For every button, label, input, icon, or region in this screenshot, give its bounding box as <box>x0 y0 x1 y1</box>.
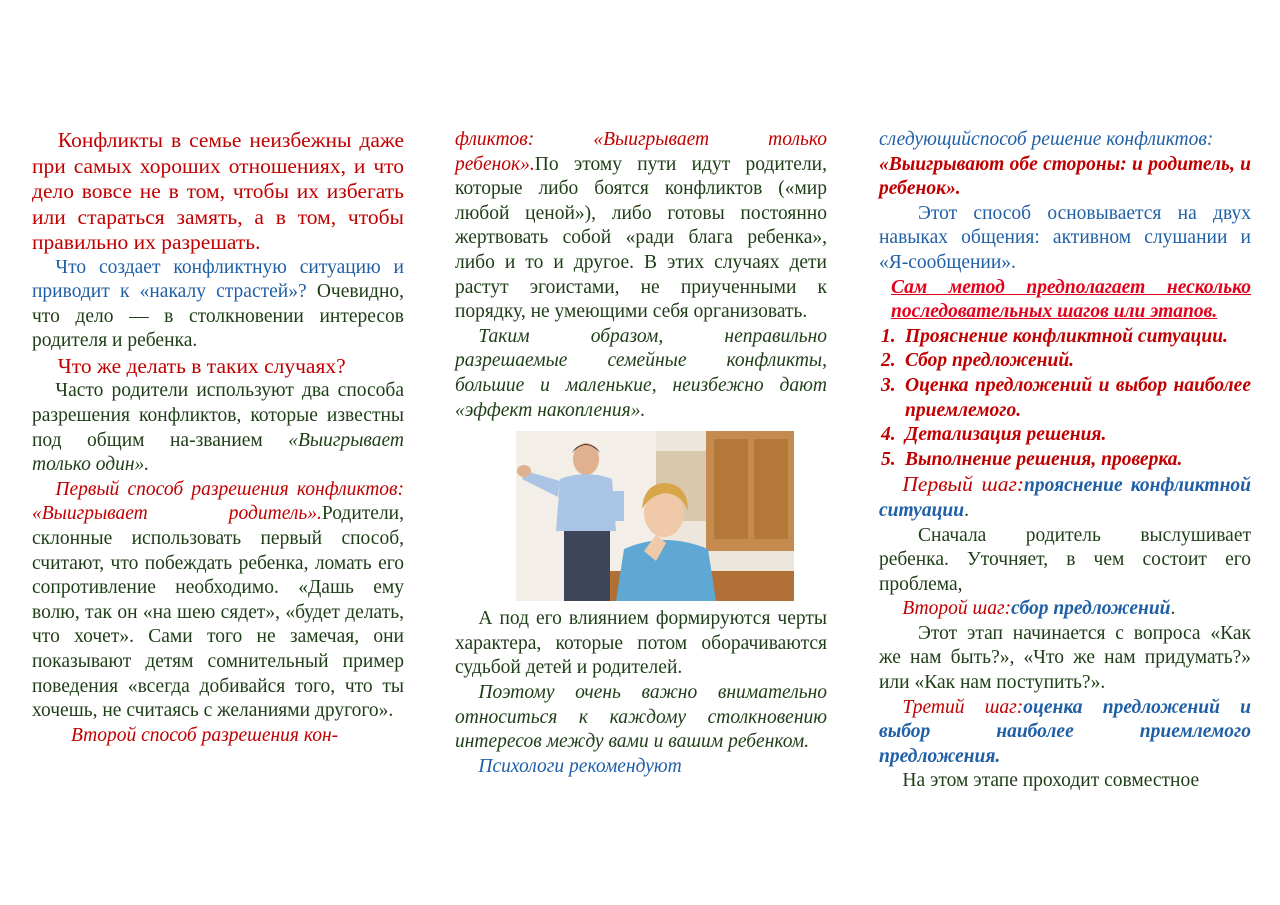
child-wins-title: фликтов: «Выигрывает только ребенок». <box>455 129 827 175</box>
step3-text: На этом этапе проходит совместное <box>902 770 1200 792</box>
step-item <box>879 423 1251 448</box>
photo-father-and-son <box>516 431 794 601</box>
father-son-image <box>516 431 794 601</box>
intro-paragraph: Конфликты в семье неизбежны даже при самых хороших отношениях, и что дело вовсе не в том, чтобы их избегать или стараться замять, а в том, чтобы правильно их разрешать. <box>32 128 404 254</box>
step-text: Сбор предложений. <box>905 350 1075 372</box>
first-way-title: Первый способ разрешения конфликтов: «Выигрывает родитель». <box>32 478 404 525</box>
method-paragraph: Сам метод предполагает несколько последовательных шагов или этапов. <box>891 276 1251 323</box>
step3-name: оценка предложений и выбор наиболее приемлемого предложения. <box>879 696 1251 767</box>
important-paragraph: Поэтому очень важно внимательно относиться к каждому столкновению интересов между вами и вашим ребенком. <box>455 681 827 753</box>
two-ways-text: Часто родители используют два способа разрешения конфликтов, которые известны под общим на-званием <box>32 380 404 451</box>
step1-text: Сначала родитель выслушивает ребенка. Уточняет, в чем состоит его проблема, <box>879 524 1251 595</box>
question-what-to-do: Что же делать в таких случаях? <box>57 353 346 378</box>
steps-list <box>879 325 1251 473</box>
step1-paragraph <box>879 472 1251 523</box>
step2-name: сбор предложений <box>1011 598 1171 620</box>
step-number: 1. <box>881 325 896 347</box>
second-way-title: Второй способ разрешения кон- <box>71 724 339 746</box>
second-way-paragraph <box>455 128 827 325</box>
question-conflict-paragraph <box>32 256 404 354</box>
two-ways-paragraph <box>32 379 404 477</box>
based-paragraph: Этот способ основывается на двух навыках общения: активном слушании и «Я-сообщении». <box>879 202 1251 273</box>
step-item <box>879 325 1251 350</box>
step-number: 2. <box>881 350 896 372</box>
influence-paragraph: А под его влиянием формируются черты характера, которые потом оборачиваются судьбой детей и родителей. <box>455 608 827 679</box>
child-wins-text: По этому пути идут родители, которые либо боятся конфликтов («мир любой ценой»), либо готовы постоянно жертвовать собой «ради блага ребенка», либо и то и другое. В этих случаях дети растут эгоистами, не приученными к порядку, не умеющими себя организовать. <box>455 153 827 323</box>
step-text: Детализация решения. <box>905 424 1107 446</box>
thus-paragraph: Таким образом, неправильно разрешаемые семейные конфликты, большие и маленькие, неизбежно дают «эффект накопления». <box>455 325 827 421</box>
step-item <box>879 448 1251 473</box>
column-1 <box>32 128 404 748</box>
next-way-line: следующийспособ решение конфликтов: <box>879 129 1214 150</box>
column-3 <box>879 128 1251 794</box>
step3-label: Третий шаг: <box>902 696 1024 718</box>
step-number: 4. <box>881 424 896 446</box>
question-conflict: Что создает конфликтную ситуацию и приводит к «накалу страстей»? <box>32 256 404 303</box>
step1-name: прояснение конфликтной ситуации <box>879 475 1251 521</box>
step2-label: Второй шаг: <box>902 598 1012 620</box>
step-item <box>879 349 1251 374</box>
first-way-text: Родители, склонные использовать первый способ, считают, что побеждать ребенка, ломать его сопротивление необходимо. «Дашь ему волю, так он «на шею сядет», «будет делать, что хочет». Сами того не замечая, они показывают детям сомнительный пример поведения «всегда добивайся того, что ты хочешь, не считаясь с желаниями другого». <box>32 503 404 722</box>
step-text: Оценка предложений и выбор наиболее приемлемого. <box>905 374 1251 421</box>
step2-dot: . <box>1170 598 1176 620</box>
psychologists-recommend: Психологи рекомендуют <box>478 755 682 777</box>
step3-paragraph <box>879 696 1251 770</box>
only-one-wins: «Выигрывает только один». <box>32 429 404 476</box>
question-conflict-answer: Очевидно, что дело — в столкновении интересов родителя и ребенка. <box>32 281 405 352</box>
step-number: 3. <box>881 374 896 396</box>
step-text: Выполнение решения, проверка. <box>905 448 1183 470</box>
step-number: 5. <box>881 448 896 470</box>
both-win-title: «Выигрывают обе стороны: и родитель, и ребенок». <box>879 153 1251 200</box>
step-text: Прояснение конфликтной ситуации. <box>905 325 1228 347</box>
step-item <box>879 374 1251 423</box>
step1-label: Первый шаг: <box>902 472 1025 497</box>
step1-dot: . <box>964 499 969 521</box>
column-2 <box>455 128 827 779</box>
step2-text: Этот этап начинается с вопроса «Как же нам быть?», «Что же нам придумать?» или «Как нам поступить?». <box>879 622 1251 694</box>
step2-paragraph <box>879 597 1251 622</box>
first-way-paragraph <box>32 478 404 724</box>
